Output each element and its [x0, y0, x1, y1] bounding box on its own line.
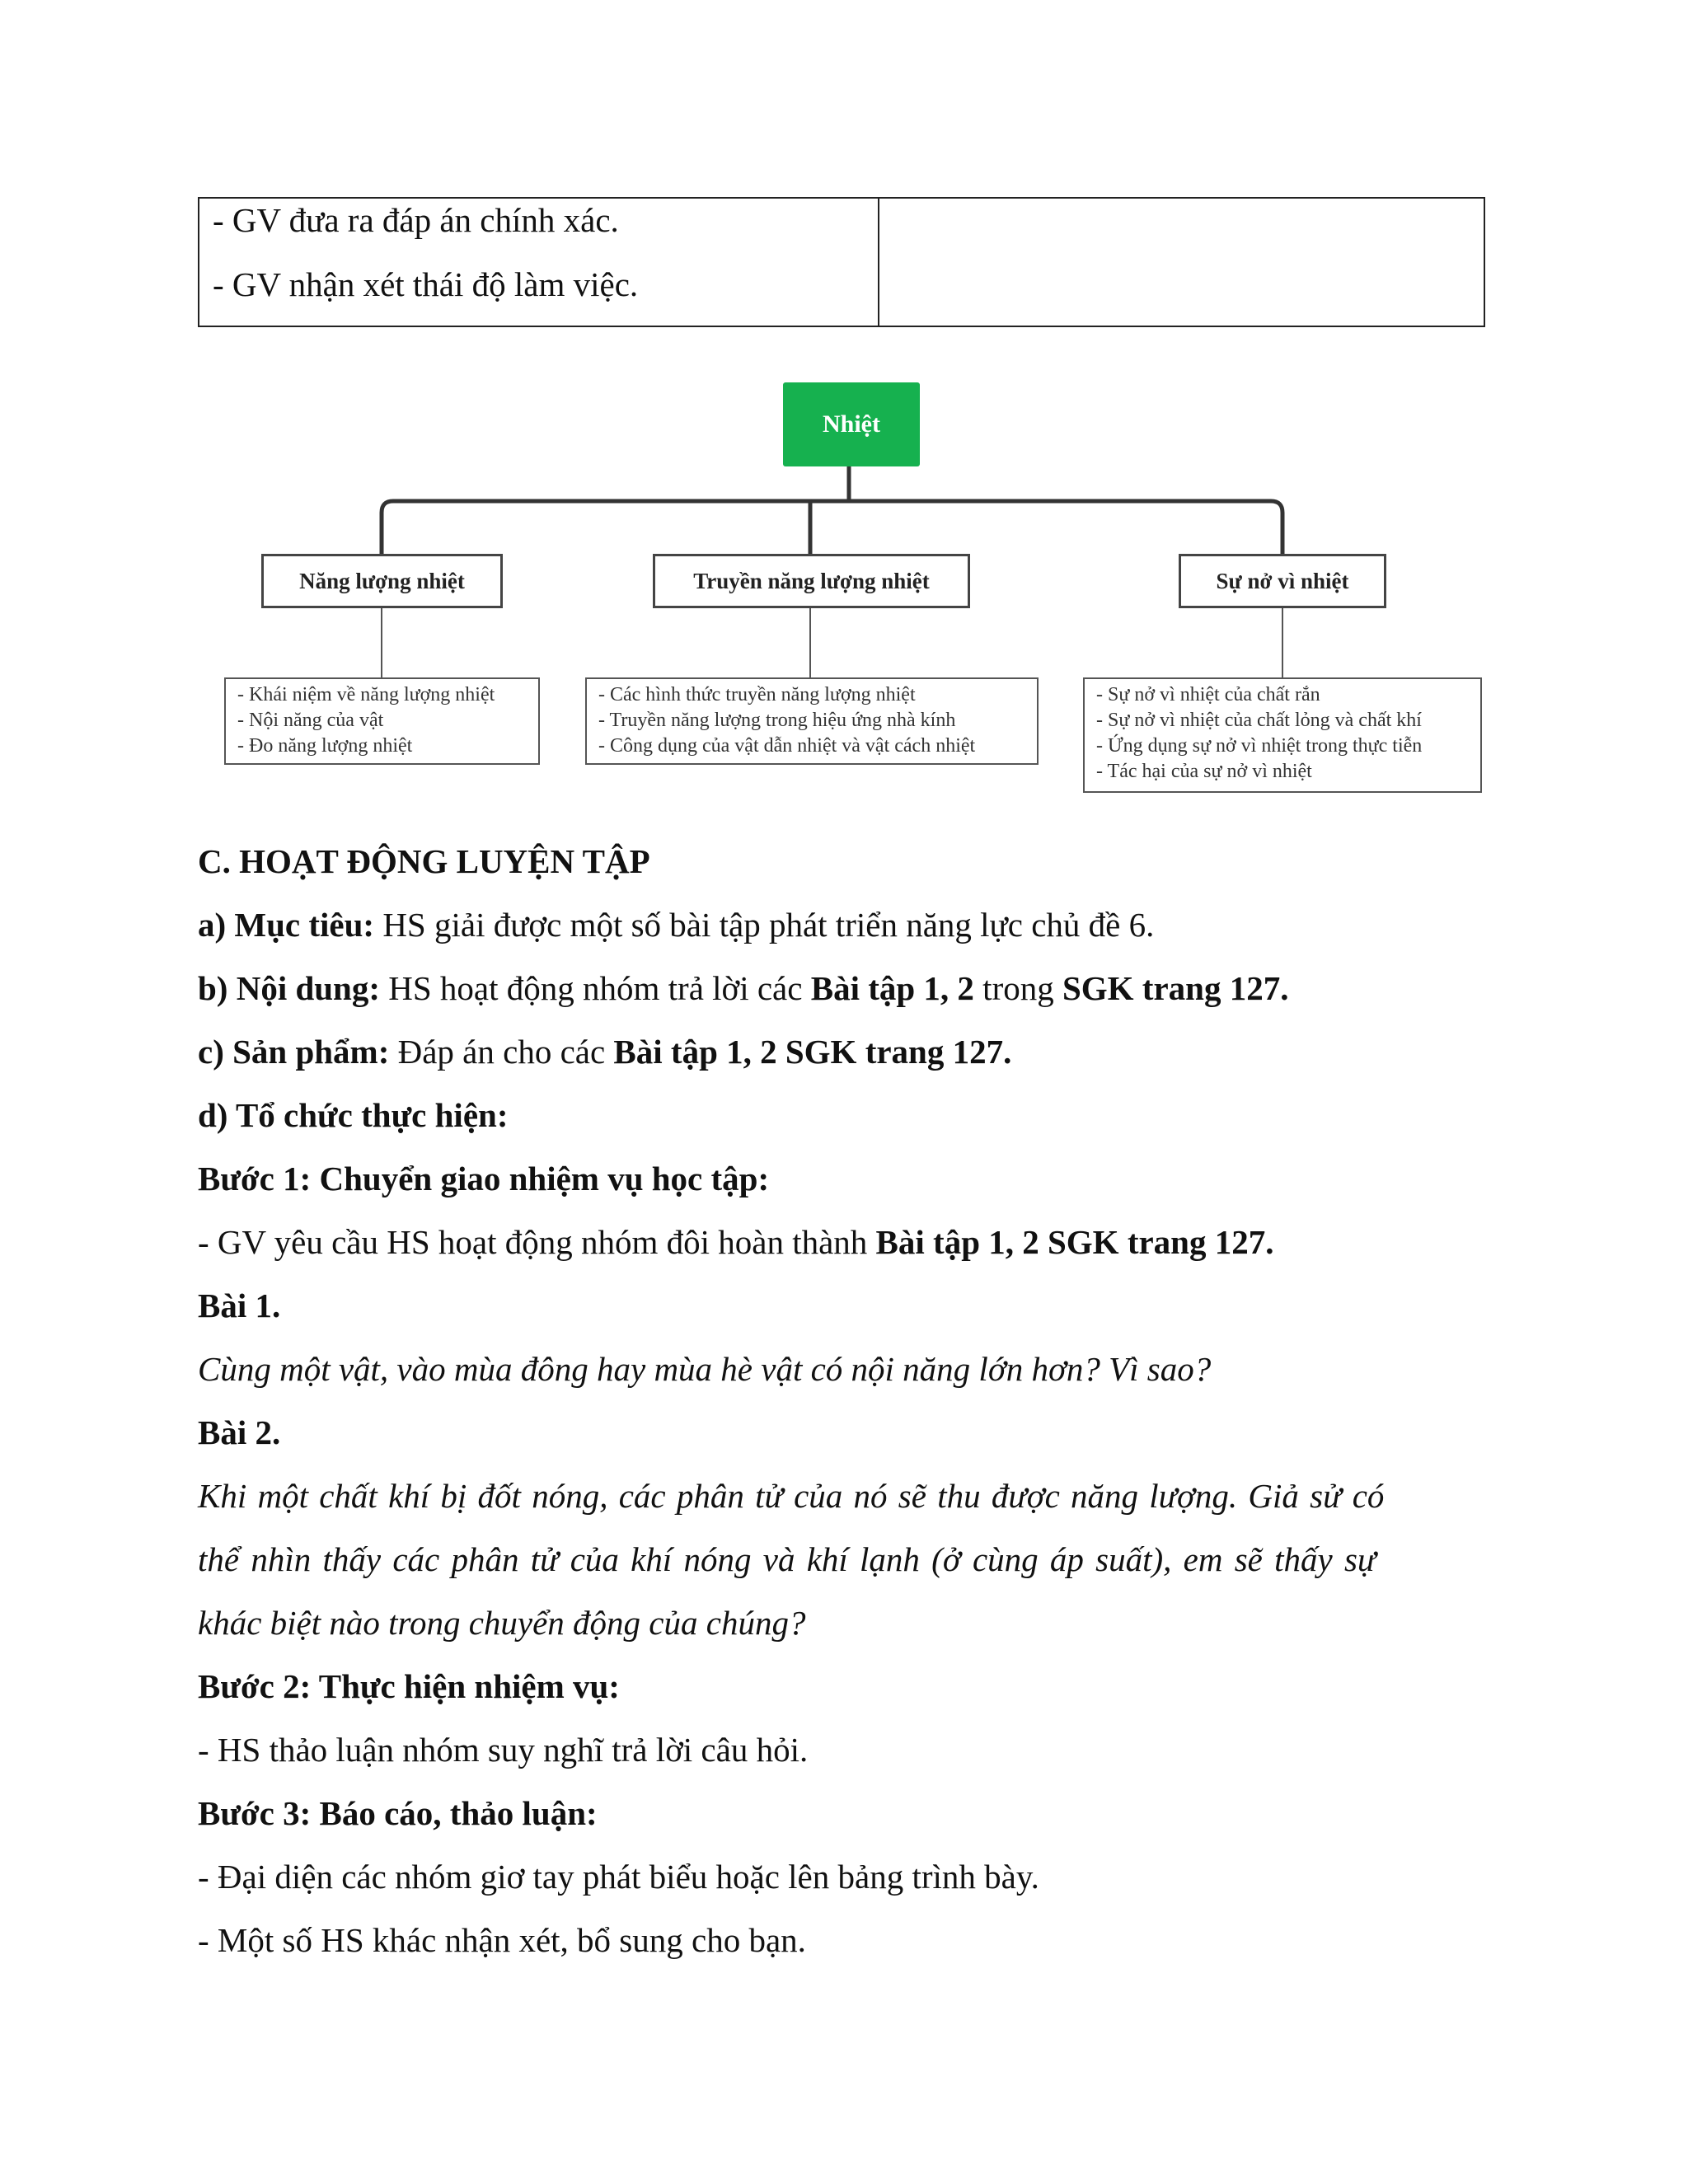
list-item: - Đo năng lượng nhiệt	[237, 735, 413, 757]
exercise1-title: Bài 1.	[198, 1286, 281, 1324]
exercise2-title: Bài 2.	[198, 1413, 281, 1451]
diagram-root-node: Nhiệt	[783, 382, 920, 466]
list-item: - Sự nở vì nhiệt của chất lỏng và chất khí	[1096, 710, 1422, 731]
leaf-box-transfer	[585, 677, 1039, 765]
step2-text: - HS thảo luận nhóm suy nghĩ trả lời câu hỏi.	[198, 1731, 809, 1769]
leaf-box-expansion	[1083, 677, 1482, 793]
organization-line: d) Tổ chức thực hiện:	[198, 1096, 509, 1134]
content-line: b) Nội dung: HS hoạt động nhóm trả lời các Bài tập 1, 2 trong SGK trang 127.	[198, 969, 1289, 1007]
exercise2-line1: Khi một chất khí bị đốt nóng, các phân tử của nó sẽ thu được năng lượng. Giả sử có	[198, 1477, 1385, 1515]
exercise1-text: Cùng một vật, vào mùa đông hay mùa hè vật có nội năng lớn hơn? Vì sao?	[198, 1350, 1212, 1388]
list-item: - Công dụng của vật dẫn nhiệt và vật cách nhiệt	[598, 735, 976, 757]
list-item: - Nội năng của vật	[237, 710, 384, 731]
step3-text1: - Đại diện các nhóm giơ tay phát biểu hoặc lên bảng trình bày.	[198, 1858, 1039, 1896]
table-line-1: - GV đưa ra đáp án chính xác.	[213, 201, 619, 239]
step3-heading: Bước 3: Báo cáo, thảo luận:	[198, 1794, 598, 1832]
list-item: - Tác hại của sự nở vì nhiệt	[1096, 761, 1312, 782]
section-heading: C. HOẠT ĐỘNG LUYỆN TẬP	[198, 842, 650, 880]
branch-node-energy: Năng lượng nhiệt	[261, 554, 503, 608]
table-line-2: - GV nhận xét thái độ làm việc.	[213, 265, 639, 303]
list-item: - Ứng dụng sự nở vì nhiệt trong thực tiễn	[1096, 735, 1423, 757]
step2-heading: Bước 2: Thực hiện nhiệm vụ:	[198, 1667, 620, 1705]
leaf-box-energy	[224, 677, 540, 765]
product-line: c) Sản phẩm: Đáp án cho các Bài tập 1, 2 SGK trang 127.	[198, 1033, 1012, 1071]
exercise2-line2: thể nhìn thấy các phân tử của khí nóng và khí lạnh (ở cùng áp suất), em sẽ thấy sự	[198, 1540, 1376, 1578]
list-item: - Sự nở vì nhiệt của chất rắn	[1096, 684, 1320, 705]
branch-node-expansion: Sự nở vì nhiệt	[1179, 554, 1386, 608]
step3-text2: - Một số HS khác nhận xét, bổ sung cho bạn.	[198, 1921, 806, 1959]
connector-horizontal	[382, 501, 1282, 554]
step1-heading: Bước 1: Chuyển giao nhiệm vụ học tập:	[198, 1160, 770, 1197]
objective-line: a) Mục tiêu: HS giải được một số bài tập phát triển năng lực chủ đề 6.	[198, 906, 1155, 944]
step1-text: - GV yêu cầu HS hoạt động nhóm đôi hoàn thành Bài tập 1, 2 SGK trang 127.	[198, 1223, 1274, 1261]
list-item: - Khái niệm về năng lượng nhiệt	[237, 684, 495, 705]
branch-node-transfer: Truyền năng lượng nhiệt	[653, 554, 970, 608]
list-item: - Các hình thức truyền năng lượng nhiệt	[598, 684, 916, 705]
exercise2-line3: khác biệt nào trong chuyển động của chúng?	[198, 1604, 806, 1642]
list-item: - Truyền năng lượng trong hiệu ứng nhà kính	[598, 710, 956, 731]
